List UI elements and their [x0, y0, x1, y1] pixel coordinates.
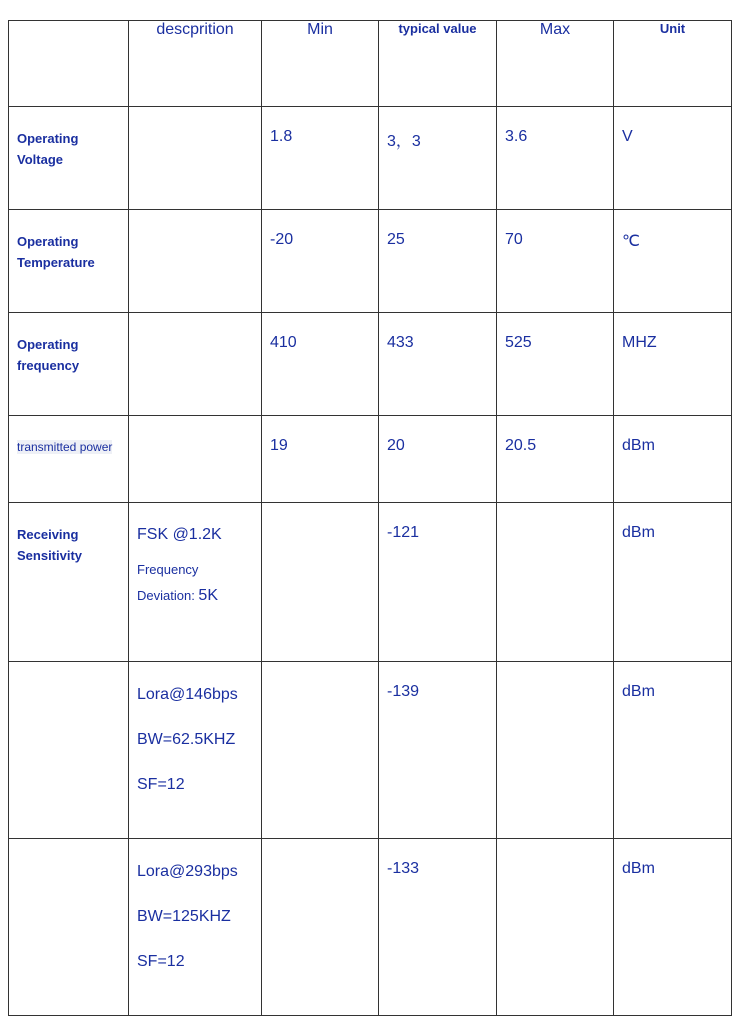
max-cell: [497, 839, 614, 1016]
description-line: SF=12: [137, 776, 185, 793]
table-row-temperature: [9, 210, 732, 313]
description-cell: [129, 416, 262, 503]
typical-cell: -139: [379, 662, 497, 839]
spec-table: [8, 20, 732, 1016]
min-cell: -20: [262, 210, 379, 313]
min-cell: 410: [262, 313, 379, 416]
row-label: [9, 210, 129, 313]
unit-cell: dBm: [614, 416, 732, 503]
header-min: Min: [262, 21, 379, 107]
table-row-sensitivity-lora-293: [9, 839, 732, 1016]
description-line: Frequency: [137, 562, 199, 577]
description-cell: [129, 662, 262, 839]
header-typical: typical value: [379, 21, 497, 107]
description-cell: [129, 503, 262, 662]
row-label-line: Voltage: [17, 152, 63, 167]
description-line: BW=125KHZ: [137, 908, 231, 925]
header-unit: Unit: [614, 21, 732, 107]
max-cell: [497, 662, 614, 839]
header-description: descprition: [129, 21, 262, 107]
row-label-line: Sensitivity: [17, 548, 83, 563]
row-label-line: Temperature: [17, 255, 95, 270]
row-label-line: Operating: [17, 131, 79, 146]
max-cell: 3.6: [497, 107, 614, 210]
row-label: [9, 107, 129, 210]
description-cell: [129, 839, 262, 1016]
typical-cell: 25: [379, 210, 497, 313]
row-label-line: Operating: [17, 337, 79, 352]
unit-cell: MHZ: [614, 313, 732, 416]
typical-cell: 3，3: [379, 107, 497, 210]
row-label: [9, 503, 129, 662]
row-label-line: frequency: [17, 358, 80, 373]
unit-cell: ℃: [614, 210, 732, 313]
min-cell: 19: [262, 416, 379, 503]
min-cell: [262, 503, 379, 662]
row-label-line: transmitted power: [17, 440, 113, 454]
description-text: Deviation:: [137, 588, 199, 603]
header-max: Max: [497, 21, 614, 107]
description-line: Lora@293bps: [137, 863, 238, 880]
description-text: 5K: [198, 587, 218, 604]
min-cell: 1.8: [262, 107, 379, 210]
unit-cell: dBm: [614, 839, 732, 1016]
description-line: FSK @1.2K: [137, 526, 222, 543]
header-blank: [9, 21, 129, 107]
unit-cell: V: [614, 107, 732, 210]
max-cell: 70: [497, 210, 614, 313]
description-cell: [129, 210, 262, 313]
table-row-frequency: [9, 313, 732, 416]
max-cell: 525: [497, 313, 614, 416]
min-cell: [262, 662, 379, 839]
typical-cell: 20: [379, 416, 497, 503]
description-line: [137, 583, 253, 609]
row-label-line: Operating: [17, 234, 79, 249]
row-label: [9, 839, 129, 1016]
max-cell: 20.5: [497, 416, 614, 503]
description-line: SF=12: [137, 953, 185, 970]
description-line: BW=62.5KHZ: [137, 731, 236, 748]
table-row-sensitivity-fsk: [9, 503, 732, 662]
table-row-voltage: [9, 107, 732, 210]
table-row-transmitted-power: [9, 416, 732, 503]
header-row: [9, 21, 732, 107]
description-cell: [129, 313, 262, 416]
row-label: [9, 313, 129, 416]
typical-cell: -121: [379, 503, 497, 662]
unit-cell: dBm: [614, 503, 732, 662]
description-line: Lora@146bps: [137, 686, 238, 703]
row-label-line: Receiving: [17, 527, 79, 542]
row-label: [9, 662, 129, 839]
max-cell: [497, 503, 614, 662]
table-row-sensitivity-lora-146: [9, 662, 732, 839]
description-cell: [129, 107, 262, 210]
min-cell: [262, 839, 379, 1016]
typical-cell: 433: [379, 313, 497, 416]
unit-cell: dBm: [614, 662, 732, 839]
typical-cell: -133: [379, 839, 497, 1016]
row-label: [9, 416, 129, 503]
